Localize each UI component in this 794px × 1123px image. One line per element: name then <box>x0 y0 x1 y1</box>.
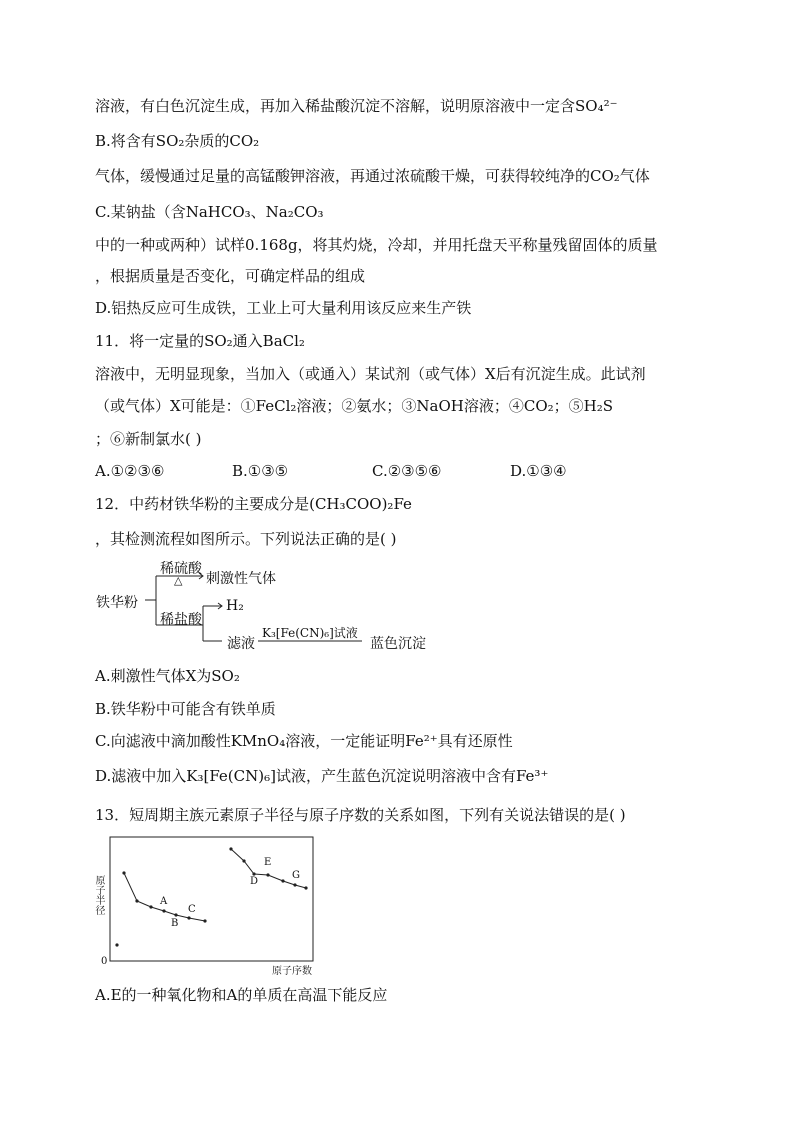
q11-option-c: C.②③⑤⑥ <box>372 462 442 480</box>
flow-product-irritating-gas: 刺激性气体 <box>206 571 276 587</box>
q12-option-d: D.滤液中加入K₃[Fe(CN)₆]试液，产生蓝色沉淀说明溶液中含有Fe³⁺ <box>95 767 549 785</box>
q13-stem: 13．短周期主族元素原子半径与原子序数的关系如图，下列有关说法错误的是( ) <box>95 806 626 824</box>
graph-label-b: B <box>171 918 179 929</box>
flow-reagent-k3fecn6: K₃[Fe(CN)₆]试液 <box>262 626 358 640</box>
graph-label-g: G <box>292 870 300 881</box>
q12-option-c: C.向滤液中滴加酸性KMnO₄溶液，一定能证明Fe²⁺具有还原性 <box>95 732 513 750</box>
flow-product-h2: H₂ <box>226 598 244 614</box>
graph-origin-label: 0 <box>101 956 108 967</box>
q12-stem-line1: 12．中药材铁华粉的主要成分是(CH₃COO)₂Fe <box>95 495 412 513</box>
q11-stem-line2: 溶液中，无明显现象，当加入（或通入）某试剂（或气体）X后有沉淀生成。此试剂 <box>95 365 646 383</box>
q10-line-a-continued: 溶液，有白色沉淀生成，再加入稀盐酸沉淀不溶解，说明原溶液中一定含SO₄²⁻ <box>95 97 618 115</box>
q11-stem-line4: ；⑥新制氯水( ) <box>95 430 202 448</box>
q10-option-b-line1: B.将含有SO₂杂质的CO₂ <box>95 132 260 150</box>
flow-reagent-dilute-sulfuric: 稀硫酸 <box>160 561 202 577</box>
graph-label-d: D <box>250 876 259 887</box>
flow-diagram <box>90 556 450 656</box>
graph-label-a: A <box>160 896 168 907</box>
graph-label-e: E <box>264 857 272 868</box>
q11-stem-line3: （或气体）X可能是：①FeCl₂溶液；②氨水；③NaOH溶液；④CO₂；⑤H₂S <box>95 397 614 415</box>
flow-reagent-dilute-hcl: 稀盐酸 <box>160 612 202 628</box>
q10-option-c-line1: C.某钠盐（含NaHCO₃、Na₂CO₃ <box>95 203 324 221</box>
flow-product-blue-precipitate: 蓝色沉淀 <box>370 636 426 652</box>
q11-option-a: A.①②③⑥ <box>95 462 165 480</box>
q10-option-d: D.铝热反应可生成铁，工业上可大量利用该反应来生产铁 <box>95 299 472 317</box>
q12-option-a: A.刺激性气体X为SO₂ <box>95 667 240 685</box>
q12-stem-line2: ，其检测流程如图所示。下列说法正确的是( ) <box>95 530 397 548</box>
graph-label-c: C <box>188 904 196 915</box>
flow-start-iron-powder: 铁华粉 <box>96 595 138 611</box>
q10-option-c-line3: ，根据质量是否变化，可确定样品的组成 <box>95 267 366 285</box>
q12-option-b: B.铁华粉中可能含有铁单质 <box>95 700 276 718</box>
q11-option-d: D.①③④ <box>510 462 567 480</box>
q10-option-b-line2: 气体，缓慢通过足量的高锰酸钾溶液，再通过浓硫酸干燥，可获得较纯净的CO₂气体 <box>95 167 650 185</box>
radius-graph <box>90 835 330 975</box>
q11-stem-line1: 11．将一定量的SO₂通入BaCl₂ <box>95 332 305 350</box>
graph-y-axis-label: 原子半径 <box>93 875 104 915</box>
graph-x-axis-label: 原子序数 <box>272 966 312 977</box>
radius-graph-plot <box>90 835 330 975</box>
q10-option-c-line2: 中的一种或两种）试样0.168g，将其灼烧，冷却，并用托盘天平称量残留固体的质量 <box>95 236 658 254</box>
q11-option-b: B.①③⑤ <box>232 462 289 480</box>
flow-filtrate: 滤液 <box>227 636 255 652</box>
q13-option-a: A.E的一种氧化物和A的单质在高温下能反应 <box>95 986 388 1004</box>
flow-heat-symbol: △ <box>174 574 183 587</box>
